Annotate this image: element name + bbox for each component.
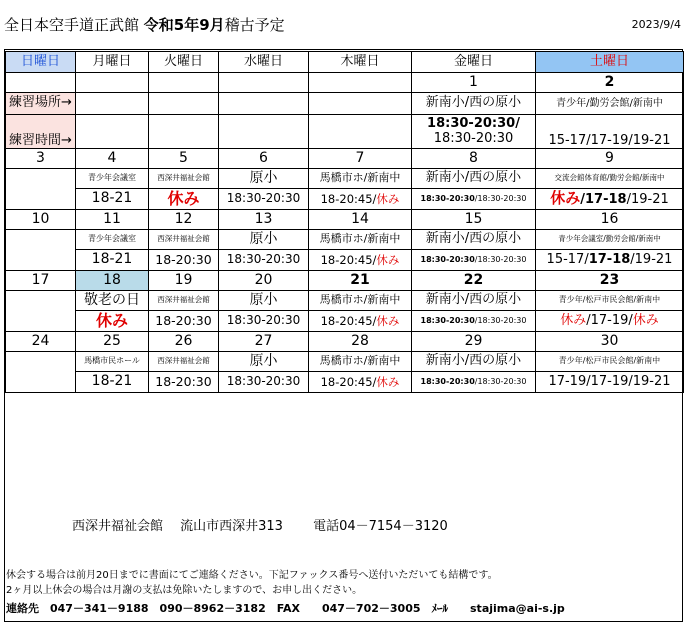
weekday-tue: 火曜日 xyxy=(149,52,219,73)
time-cell: 18-21 xyxy=(76,372,149,393)
title-rest: 稽古予定 xyxy=(224,16,285,34)
note-line: 2ヶ月以上休会の場合は月謝の支払は免除いたしますので、お申し出ください。 xyxy=(6,585,363,596)
time-cell: 18:30-20:30 xyxy=(219,250,309,271)
day-number: 5 xyxy=(149,149,219,169)
week1-day-row xyxy=(6,149,684,169)
day-number: 3 xyxy=(6,149,76,169)
time-line: 18:30-20:30 xyxy=(433,130,514,146)
holiday-cell: 敬老の日 xyxy=(76,291,149,311)
week1-place-row xyxy=(6,169,684,189)
note-line: 休会する場合は前月20日までに書面にてご連絡ください。下記ファックス番号へ送付いただいても結構です。 xyxy=(6,570,498,581)
time-text: /18:30-20:30 xyxy=(474,376,527,386)
place-cell: 馬橋市ホ/新南中 xyxy=(309,230,412,250)
time-text: 18:30-20:30 xyxy=(420,254,475,264)
day-number: 11 xyxy=(76,210,149,230)
day-number: 19 xyxy=(149,271,219,291)
day-number: 21 xyxy=(309,271,412,291)
time-cell: 18:30-20:30 xyxy=(219,311,309,332)
week4-place-row xyxy=(6,352,684,372)
empty-cell xyxy=(6,189,76,210)
time-cell: 18-21 xyxy=(76,189,149,210)
time-text: /18:30-20:30 xyxy=(474,254,527,264)
rest-text: 休み xyxy=(376,252,400,267)
week0-place-row xyxy=(6,93,684,115)
weekday-wed: 水曜日 xyxy=(219,52,309,73)
time-text: 18-20:45/ xyxy=(320,191,377,206)
empty-cell xyxy=(149,73,219,93)
time-cell xyxy=(309,189,412,210)
time-cell: 18-20:30 xyxy=(149,311,219,332)
day-number: 20 xyxy=(219,271,309,291)
weekday-fri: 金曜日 xyxy=(412,52,536,73)
day-number: 28 xyxy=(309,332,412,352)
place-cell: 新南小/西の原小 xyxy=(412,230,536,250)
place-cell: 青少年会議室 xyxy=(76,230,149,250)
rest-text: 休み xyxy=(376,374,400,389)
day-number: 22 xyxy=(412,271,536,291)
time-text: /17-18 xyxy=(580,192,627,208)
weekday-mon: 月曜日 xyxy=(76,52,149,73)
empty-cell xyxy=(6,311,76,332)
place-cell: 馬橋市民ホール xyxy=(76,352,149,372)
day-number: 29 xyxy=(412,332,536,352)
time-cell xyxy=(536,189,684,210)
rest-text: 休み xyxy=(632,312,659,328)
time-text: 18-20:45/ xyxy=(320,252,377,267)
time-cell: 18:30-20:30 xyxy=(219,189,309,210)
time-cell: 18-20:30 xyxy=(149,250,219,271)
time-text: 18:30-20:30 xyxy=(420,376,475,386)
week4-day-row xyxy=(6,332,684,352)
venue-address: 西深井福祉会館 流山市西深井313 電話04－7154－3120 xyxy=(72,519,448,534)
empty-cell xyxy=(76,93,149,115)
rest-text: 休み xyxy=(376,191,400,206)
time-text: /17-19/ xyxy=(586,312,633,328)
time-cell: 18-21 xyxy=(76,250,149,271)
week2-time-row xyxy=(6,250,684,271)
day-number: 25 xyxy=(76,332,149,352)
day-number: 12 xyxy=(149,210,219,230)
place-cell: 原小 xyxy=(219,352,309,372)
weekday-thu: 木曜日 xyxy=(309,52,412,73)
time-text: /18:30-20:30 xyxy=(474,193,527,203)
empty-cell xyxy=(149,115,219,149)
week0-time-row xyxy=(6,115,684,149)
day-number: 18 xyxy=(76,271,149,291)
empty-cell xyxy=(6,291,76,311)
time-cell: 15-17/17-19/19-21 xyxy=(536,115,684,149)
time-cell: 17-19/17-19/19-21 xyxy=(536,372,684,393)
legend-place: 練習場所→ xyxy=(6,93,76,115)
place-cell: 交流会館体育館/勤労会館/新南中 xyxy=(536,169,684,189)
day-number: 4 xyxy=(76,149,149,169)
time-text: /18:30-20:30 xyxy=(474,315,527,325)
rest-cell: 休み xyxy=(149,189,219,210)
time-cell xyxy=(309,250,412,271)
time-text: 18:30-20:30 xyxy=(420,315,475,325)
week0-day-row xyxy=(6,73,684,93)
week3-place-row xyxy=(6,291,684,311)
place-cell: 青少年会議室 xyxy=(76,169,149,189)
empty-cell xyxy=(6,73,76,93)
empty-cell xyxy=(76,73,149,93)
week3-day-row xyxy=(6,271,684,291)
day-number: 6 xyxy=(219,149,309,169)
time-cell xyxy=(536,250,684,271)
time-cell xyxy=(536,311,684,332)
week3-time-row xyxy=(6,311,684,332)
empty-cell xyxy=(6,169,76,189)
time-cell xyxy=(412,311,536,332)
place-cell: 原小 xyxy=(219,230,309,250)
day-number: 2 xyxy=(536,73,684,93)
time-text: 17-18 xyxy=(588,251,631,267)
time-cell: 18:30-20:30 xyxy=(219,372,309,393)
place-cell: 新南小/西の原小 xyxy=(412,352,536,372)
place-cell: 馬橋市ホ/新南中 xyxy=(309,169,412,189)
calendar-table xyxy=(5,51,684,393)
week2-place-row xyxy=(6,230,684,250)
place-cell: 原小 xyxy=(219,291,309,311)
time-text: /19-21 xyxy=(626,192,669,208)
rest-text: 休み xyxy=(560,312,587,328)
empty-cell xyxy=(309,115,412,149)
rest-cell: 休み xyxy=(76,311,149,332)
issue-date: 2023/9/4 xyxy=(631,18,681,31)
weekday-sat: 土曜日 xyxy=(536,52,684,73)
day-number: 9 xyxy=(536,149,684,169)
time-cell xyxy=(412,250,536,271)
empty-cell xyxy=(219,73,309,93)
week1-time-row xyxy=(6,189,684,210)
day-number: 27 xyxy=(219,332,309,352)
empty-cell xyxy=(76,115,149,149)
empty-cell xyxy=(219,115,309,149)
contact-line: 連絡先 047－341－9188 090－8962－3182 FAX 047－702－3005 ﾒｰﾙ stajima@ai-s.jp xyxy=(6,602,565,615)
place-cell: 原小 xyxy=(219,169,309,189)
place-cell: 西深井福祉会館 xyxy=(149,352,219,372)
day-number: 26 xyxy=(149,332,219,352)
rest-text: 休み xyxy=(550,189,581,208)
weekday-header-row xyxy=(6,52,684,73)
week4-time-row xyxy=(6,372,684,393)
place-cell: 西深井福祉会館 xyxy=(149,230,219,250)
place-cell: 西深井福祉会館 xyxy=(149,291,219,311)
title-month: 令和5年9月 xyxy=(143,16,225,34)
day-number: 13 xyxy=(219,210,309,230)
empty-cell xyxy=(149,93,219,115)
time-text: /19-21 xyxy=(630,251,673,267)
day-number: 16 xyxy=(536,210,684,230)
empty-cell xyxy=(6,352,76,372)
notes xyxy=(6,568,498,598)
org-name: 全日本空手道正武館 xyxy=(4,16,140,34)
empty-cell xyxy=(219,93,309,115)
place-cell: 青少年/松戸市民会館/新南中 xyxy=(536,291,684,311)
empty-cell xyxy=(6,250,76,271)
time-cell xyxy=(412,372,536,393)
place-cell: 馬橋市ホ/新南中 xyxy=(309,352,412,372)
page-title xyxy=(4,14,285,35)
time-text: 18:30-20:30 xyxy=(420,193,475,203)
empty-cell xyxy=(6,372,76,393)
legend-time: 練習時間→ xyxy=(6,115,76,149)
day-number: 8 xyxy=(412,149,536,169)
place-cell: 馬橋市ホ/新南中 xyxy=(309,291,412,311)
week2-day-row xyxy=(6,210,684,230)
place-cell: 青少年/松戸市民会館/新南中 xyxy=(536,352,684,372)
day-number: 23 xyxy=(536,271,684,291)
time-cell xyxy=(309,372,412,393)
place-cell: 青少年/勤労会館/新南中 xyxy=(536,93,684,115)
empty-cell xyxy=(309,93,412,115)
time-text: 18-20:45/ xyxy=(320,374,377,389)
time-cell xyxy=(412,115,536,149)
day-number: 17 xyxy=(6,271,76,291)
empty-cell xyxy=(309,73,412,93)
place-cell: 青少年会議室/勤労会館/新南中 xyxy=(536,230,684,250)
day-number: 10 xyxy=(6,210,76,230)
day-number: 30 xyxy=(536,332,684,352)
time-cell xyxy=(412,189,536,210)
time-cell: 18-20:30 xyxy=(149,372,219,393)
time-cell xyxy=(309,311,412,332)
place-cell: 新南小/西の原小 xyxy=(412,169,536,189)
day-number: 7 xyxy=(309,149,412,169)
weekday-sun: 日曜日 xyxy=(6,52,76,73)
place-cell: 新南小/西の原小 xyxy=(412,291,536,311)
time-line: 18:30-20:30/ xyxy=(427,116,520,132)
rest-text: 休み xyxy=(376,313,400,328)
time-text: 15-17/ xyxy=(546,251,589,267)
place-cell: 西深井福祉会館 xyxy=(149,169,219,189)
place-cell: 新南小/西の原小 xyxy=(412,93,536,115)
day-number: 1 xyxy=(412,73,536,93)
time-text: 18-20:45/ xyxy=(320,313,377,328)
day-number: 24 xyxy=(6,332,76,352)
day-number: 15 xyxy=(412,210,536,230)
day-number: 14 xyxy=(309,210,412,230)
empty-cell xyxy=(6,230,76,250)
